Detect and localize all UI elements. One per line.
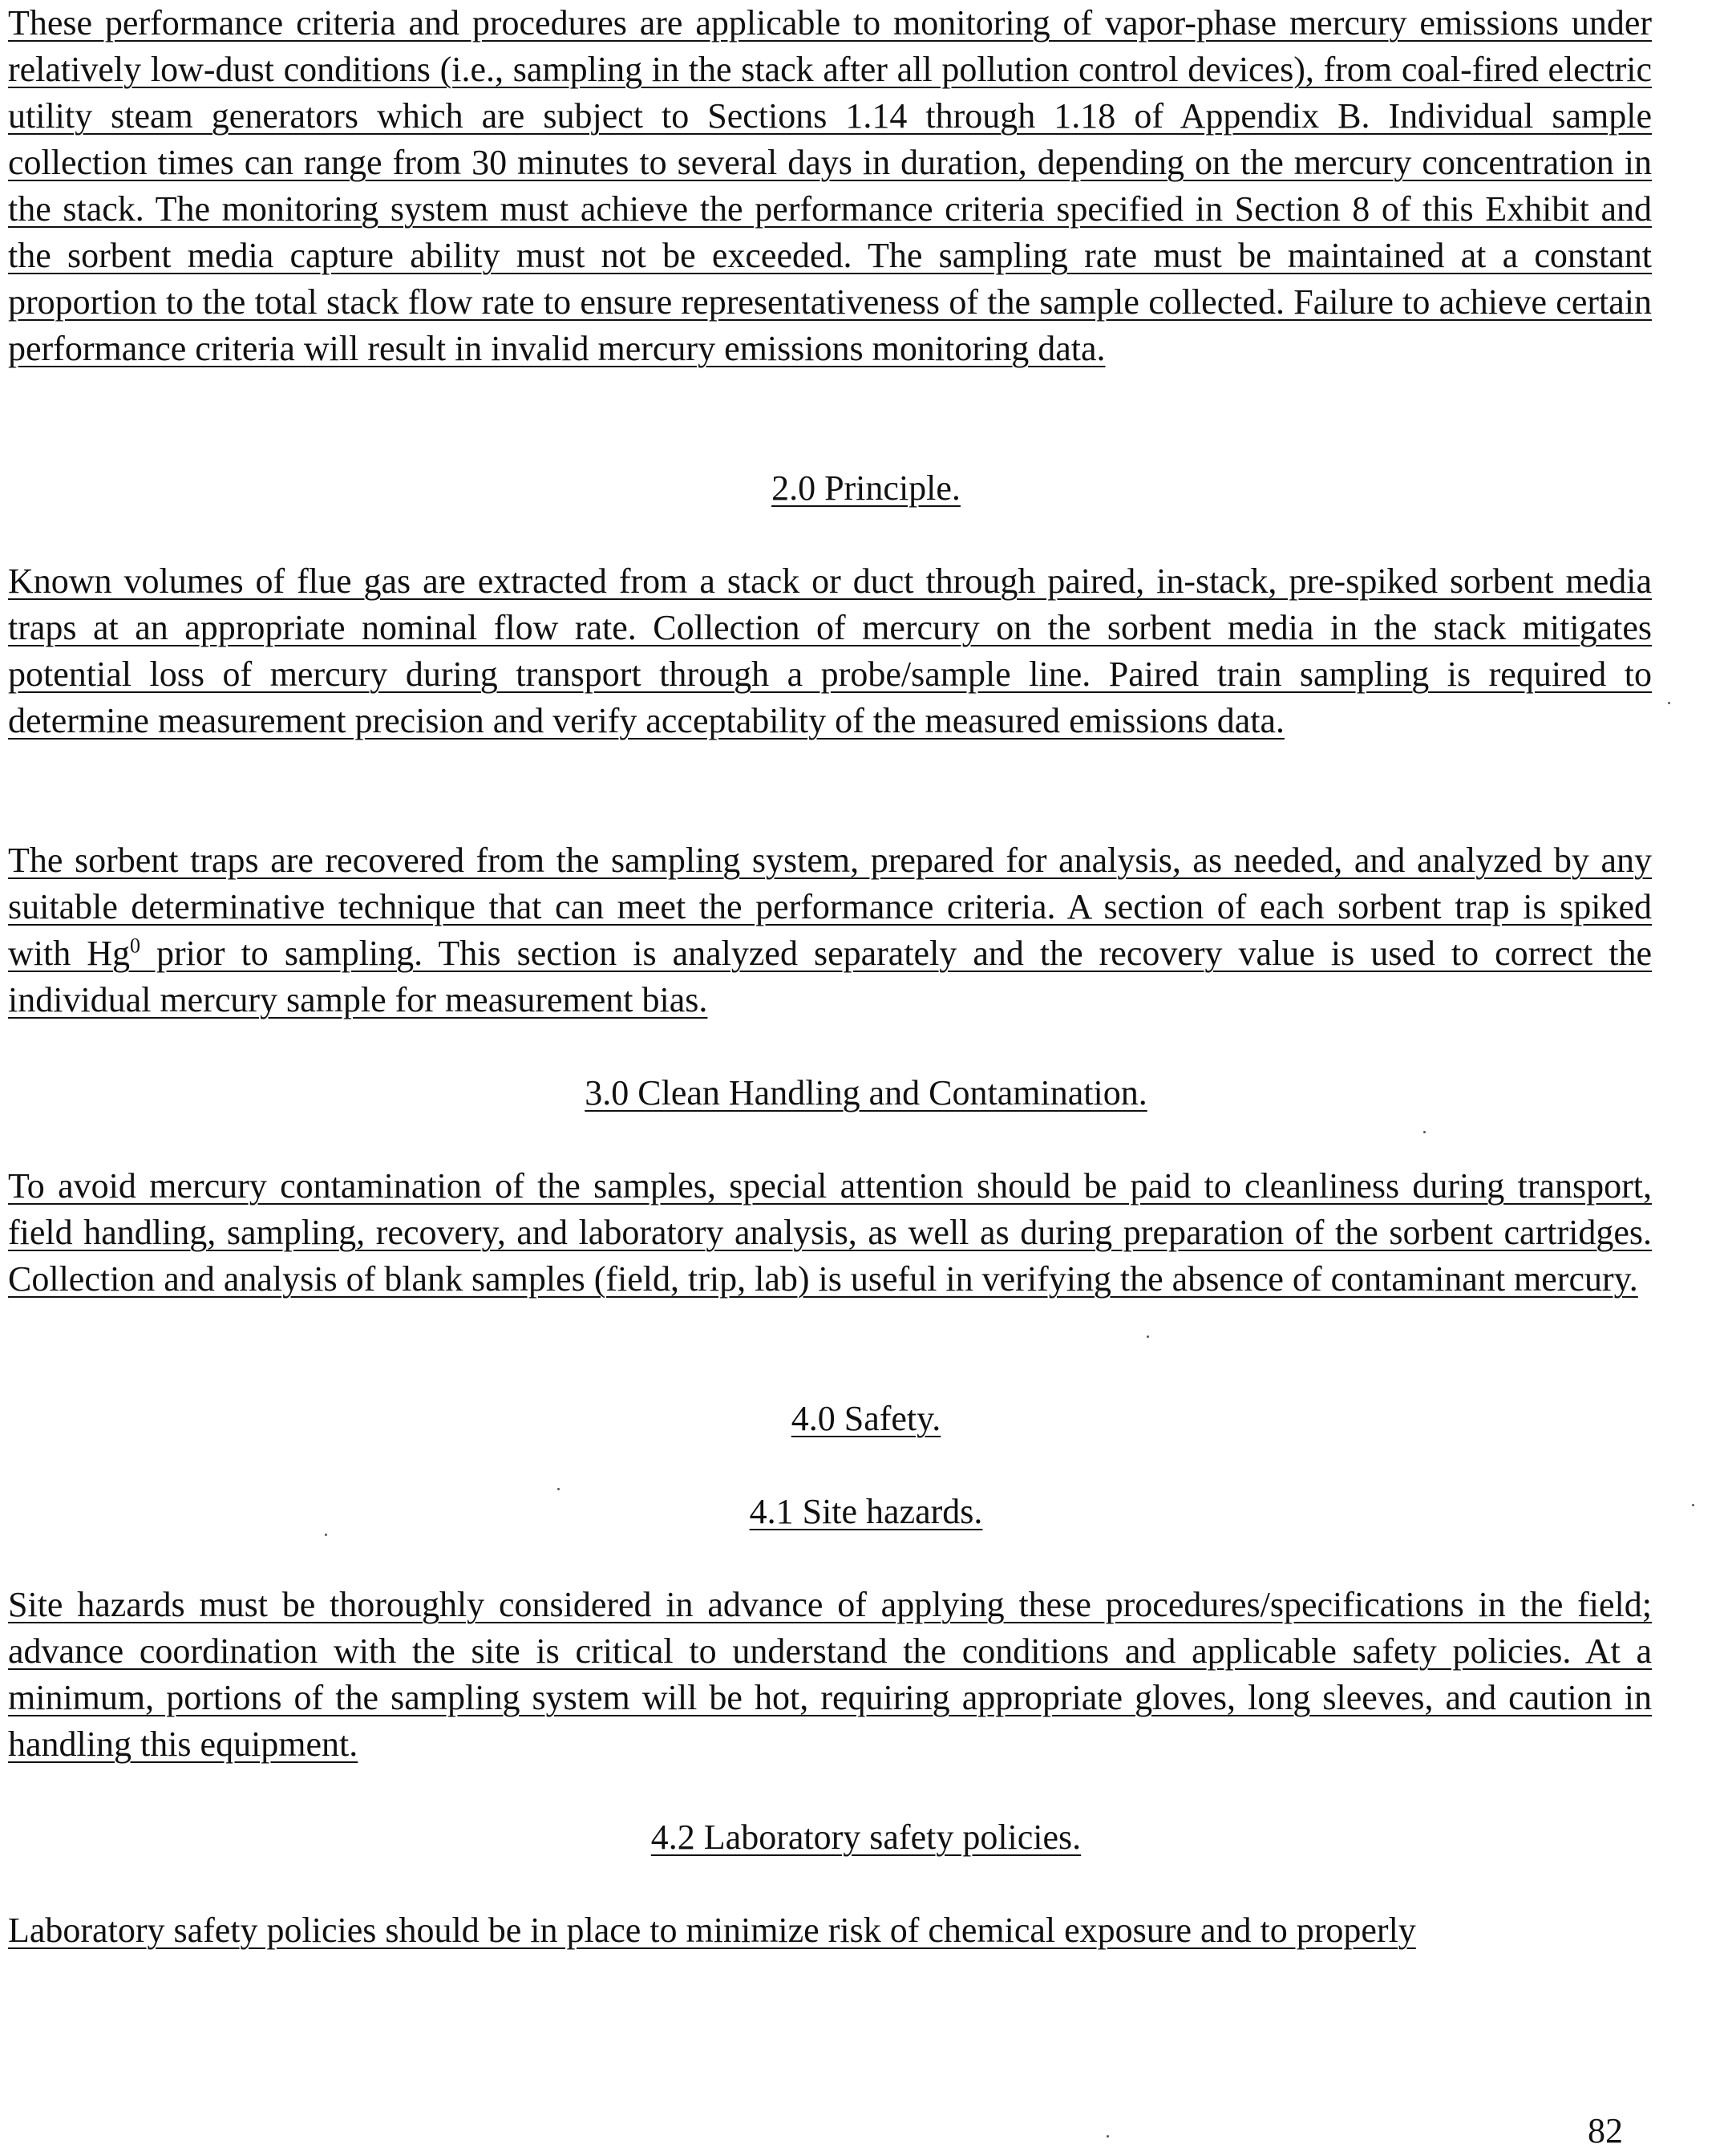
section-heading-safety: 4.0 Safety. <box>791 1399 941 1438</box>
section-heading-clean-handling: 3.0 Clean Handling and Contamination. <box>585 1073 1147 1112</box>
scan-speck <box>1692 1504 1694 1506</box>
page-number: 82 <box>1588 2111 1623 2150</box>
scan-speck <box>1668 702 1670 704</box>
principle-paragraph-1: Known volumes of flue gas are extracted from a stack or duct through paired, in-stack, pre-spiked sorbent media traps at an appropriate nominal flow rate. Collection of mercury on the sorbent media in the stack mitigates potential loss of mercury during transport through a probe/sample line. Paired train sampling is required to determine measurement precision and verify acceptability of the measured emissions data. <box>8 561 1652 740</box>
scan-speck <box>1423 1131 1426 1133</box>
scan-speck <box>1147 1335 1149 1338</box>
principle-paragraph-2-text-b: prior to sampling. This section is analyzed separately and the recovery value is used to correct the individual mercury sample for measurement bias. <box>8 934 1652 1019</box>
principle-paragraph-2 <box>8 837 1652 1023</box>
scan-speck <box>557 1488 560 1490</box>
site-hazards-paragraph: Site hazards must be thoroughly considered in advance of applying these procedures/specifications in the field; advance coordination with the site is critical to understand the conditions and applicable safety policies. At a minimum, portions of the sampling system will be hot, requiring appropriate gloves, long sleeves, and caution in handling this equipment. <box>8 1585 1652 1764</box>
section-heading-site-hazards: 4.1 Site hazards. <box>749 1492 983 1531</box>
principle-paragraph-2-text-a: The sorbent traps are recovered from the sampling system, prepared for analysis, as needed, and analyzed by any suitable determinative technique that can meet the performance criteria. A section of each sorbent trap is spiked with Hg <box>8 841 1652 973</box>
intro-paragraph: These performance criteria and procedures are applicable to monitoring of vapor-phase mercury emissions under relatively low-dust conditions (i.e., sampling in the stack after all pollution control devices), from coal-fired electric utility steam generators which are subject to Sections 1.14 through 1.18 of Appendix B. Individual sample collection times can range from 30 minutes to several days in duration, depending on the mercury concentration in the stack. The monitoring system must achieve the performance criteria specified in Section 8 of this Exhibit and the sorbent media capture ability must not be exceeded. The sampling rate must be maintained at a constant proportion to the total stack flow rate to ensure representativeness of the sample collected. Failure to achieve certain performance criteria will result in invalid mercury emissions monitoring data. <box>8 3 1652 368</box>
lab-safety-paragraph: Laboratory safety policies should be in place to minimize risk of chemical exposure and to properly <box>8 1911 1416 1950</box>
clean-handling-paragraph: To avoid mercury contamination of the samples, special attention should be paid to cleanliness during transport, field handling, sampling, recovery, and laboratory analysis, as well as during preparation of the sorbent cartridges. Collection and analysis of blank samples (field, trip, lab) is useful in verifying the absence of contaminant mercury. <box>8 1166 1652 1299</box>
mercury-superscript: 0 <box>130 934 141 958</box>
scan-speck <box>1107 2135 1109 2138</box>
section-heading-principle: 2.0 Principle. <box>771 468 961 508</box>
scan-speck <box>325 1534 327 1536</box>
section-heading-lab-safety: 4.2 Laboratory safety policies. <box>650 1818 1082 1857</box>
